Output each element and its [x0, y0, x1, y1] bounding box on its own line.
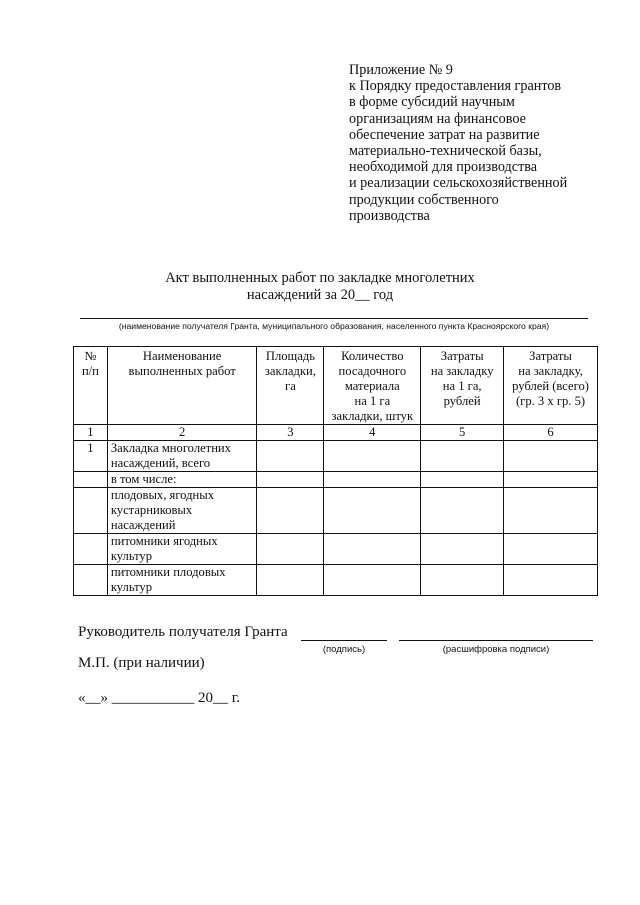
stamp-label: М.П. (при наличии) — [78, 655, 205, 671]
cost-total-cell[interactable] — [504, 441, 598, 472]
title-line-1: Акт выполненных работ по закладке многолетних — [165, 270, 475, 286]
signature-decode-caption: (расшифровка подписи) — [442, 644, 550, 655]
header-text: рублей — [443, 394, 481, 408]
cost-total-cell[interactable] — [504, 472, 598, 488]
appendix-line: материально-технической базы, — [349, 143, 542, 160]
header-text: Затраты — [529, 349, 572, 363]
header-area — [257, 347, 324, 425]
row-number — [74, 565, 108, 596]
quantity-cell[interactable] — [324, 441, 421, 472]
column-number: 6 — [504, 425, 598, 441]
header-text: № — [84, 349, 97, 363]
row-name-text: питомники ягодных — [110, 534, 218, 548]
header-text: рублей (всего) — [512, 379, 589, 393]
table-row — [74, 441, 598, 472]
header-text: закладки, штук — [331, 409, 414, 423]
row-name-text: культур — [110, 580, 153, 594]
appendix-line: в форме субсидий научным — [349, 94, 515, 111]
appendix-header — [349, 62, 619, 224]
row-name-text: питомники плодовых — [110, 565, 226, 579]
document-title — [0, 270, 640, 304]
header-text: выполненных работ — [128, 364, 236, 378]
header-planting-quantity — [324, 347, 421, 425]
cost-per-ha-cell[interactable] — [421, 534, 504, 565]
area-cell[interactable] — [257, 441, 324, 472]
column-number: 3 — [257, 425, 324, 441]
table-row — [74, 488, 598, 534]
quantity-cell[interactable] — [324, 565, 421, 596]
cost-per-ha-cell[interactable] — [421, 441, 504, 472]
signature-label: Руководитель получателя Гранта — [78, 624, 288, 640]
header-text: га — [285, 379, 296, 393]
cost-per-ha-cell[interactable] — [421, 565, 504, 596]
header-text: Затраты — [440, 349, 484, 363]
appendix-line: Приложение № 9 — [349, 62, 453, 78]
appendix-line: организациям на финансовое — [349, 110, 526, 127]
appendix-line: обеспечение затрат на развитие — [349, 126, 540, 143]
column-number-row — [74, 425, 598, 441]
header-text: п/п — [81, 364, 99, 378]
row-name-text: насаждений, всего — [110, 456, 211, 470]
row-number — [74, 472, 108, 488]
row-number — [74, 534, 108, 565]
quantity-cell[interactable] — [324, 534, 421, 565]
table-row — [74, 472, 598, 488]
cost-total-cell[interactable] — [504, 534, 598, 565]
appendix-line: к Порядку предоставления грантов — [349, 78, 562, 95]
row-number: 1 — [74, 441, 108, 472]
row-name — [107, 534, 257, 565]
header-text: материала — [344, 379, 400, 393]
works-table — [73, 346, 598, 596]
header-cost-per-ha — [421, 347, 504, 425]
header-text: (гр. 3 х гр. 5) — [515, 394, 586, 408]
appendix-line: продукции собственного — [349, 191, 499, 208]
signature-caption: (подпись) — [322, 644, 366, 655]
table-row — [74, 534, 598, 565]
quantity-cell[interactable] — [324, 488, 421, 534]
row-name-text: плодовых, ягодных — [110, 488, 215, 502]
header-text: на закладку — [430, 364, 494, 378]
column-number: 4 — [324, 425, 421, 441]
recipient-fill-line[interactable] — [80, 318, 588, 319]
signature-line[interactable] — [301, 640, 387, 641]
area-cell[interactable] — [257, 488, 324, 534]
row-name — [107, 472, 257, 488]
header-cost-total — [504, 347, 598, 425]
header-text: на закладку, — [518, 364, 583, 378]
recipient-caption: (наименование получателя Гранта, муниципального образования, населенного пункта Красноярского края) — [118, 321, 550, 331]
row-name-text: кустарниковых — [110, 503, 193, 517]
header-text: Площадь — [265, 349, 315, 363]
row-number — [74, 488, 108, 534]
signature-decode-line[interactable] — [399, 640, 593, 641]
header-text: закладки, — [264, 364, 316, 378]
column-number: 5 — [421, 425, 504, 441]
row-name-text: насаждений — [110, 518, 176, 532]
column-number: 2 — [107, 425, 257, 441]
header-number — [74, 347, 108, 425]
date-line[interactable]: «__» ___________ 20__ г. — [78, 690, 240, 706]
area-cell[interactable] — [257, 534, 324, 565]
table-header-row — [74, 347, 598, 425]
cost-total-cell[interactable] — [504, 488, 598, 534]
header-text: посадочного — [338, 364, 407, 378]
appendix-line: необходимой для производства — [349, 159, 538, 176]
row-name-text: культур — [110, 549, 153, 563]
cost-total-cell[interactable] — [504, 565, 598, 596]
quantity-cell[interactable] — [324, 472, 421, 488]
column-number: 1 — [74, 425, 108, 441]
title-line-2: насаждений за 20__ год — [246, 287, 394, 303]
appendix-line: производства — [349, 207, 430, 224]
header-text: Наименование — [142, 349, 222, 363]
table-row — [74, 565, 598, 596]
row-name-text: в том числе: — [110, 472, 177, 486]
header-text: на 1 га — [354, 394, 391, 408]
area-cell[interactable] — [257, 472, 324, 488]
header-text: Количество — [341, 349, 404, 363]
header-work-name — [107, 347, 257, 425]
row-name — [107, 488, 257, 534]
row-name — [107, 441, 257, 472]
appendix-line: и реализации сельскохозяйственной — [349, 175, 568, 192]
area-cell[interactable] — [257, 565, 324, 596]
cost-per-ha-cell[interactable] — [421, 488, 504, 534]
header-text: на 1 га, — [442, 379, 482, 393]
cost-per-ha-cell[interactable] — [421, 472, 504, 488]
row-name-text: Закладка многолетних — [110, 441, 231, 455]
row-name — [107, 565, 257, 596]
